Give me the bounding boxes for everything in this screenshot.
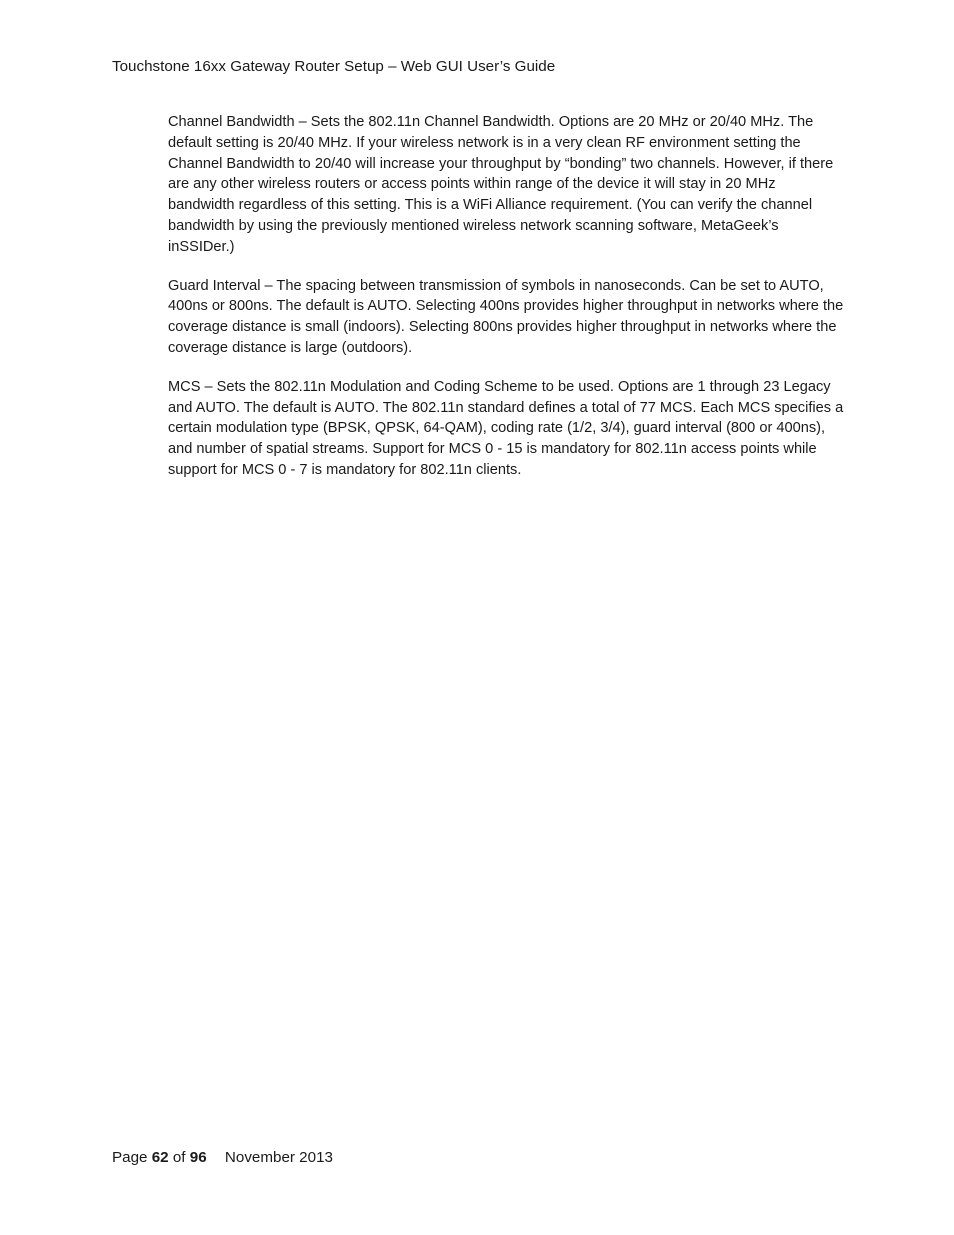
- footer-date: November 2013: [224, 1149, 333, 1166]
- paragraph-channel-bandwidth: Channel Bandwidth – Sets the 802.11n Channel Bandwidth. Options are 20 MHz or 20/40 MHz. The default setting is 20/40 MHz. If your wireless network is in a very clean RF environment setting the Channel Bandwidth to 20/40 will increase your throughput by “bonding” two channels. However, if there are any other wireless routers or access points within range of the device it will stay in 20 MHz bandwidth regardless of this setting. This is a WiFi Alliance requirement. (You can verify the channel bandwidth by using the previously mentioned wireless network scanning software, MetaGeek’s inSSIDer.): [168, 114, 834, 255]
- total-pages: 96: [189, 1149, 207, 1166]
- page-header: Touchstone 16xx Gateway Router Setup – Web GUI User’s Guide: [112, 58, 556, 75]
- paragraph-mcs: MCS – Sets the 802.11n Modulation and Coding Scheme to be used. Options are 1 through 23 Legacy and AUTO. The default is AUTO. The 802.11n standard defines a total of 77 MCS. Each MCS specifies a certain modulation type (BPSK, QPSK, 64-QAM), coding rate (1/2, 3/4), guard interval (800 or 400ns), and number of spatial streams. Support for MCS 0 - 15 is mandatory for 802.11n access points while support for MCS 0 - 7 is mandatory for 802.11n clients.: [168, 378, 844, 478]
- of-label: of: [172, 1149, 186, 1166]
- page-footer: [112, 1148, 333, 1168]
- page-body: [168, 112, 844, 499]
- page-number: 62: [151, 1149, 169, 1166]
- paragraph-guard-interval: Guard Interval – The spacing between transmission of symbols in nanoseconds. Can be set to AUTO, 400ns or 800ns. The default is AUTO. Selecting 400ns provides higher throughput in networks where the coverage distance is small (indoors). Selecting 800ns provides higher throughput in networks where the coverage distance is large (outdoors).: [168, 277, 844, 356]
- page-label: Page: [112, 1149, 148, 1166]
